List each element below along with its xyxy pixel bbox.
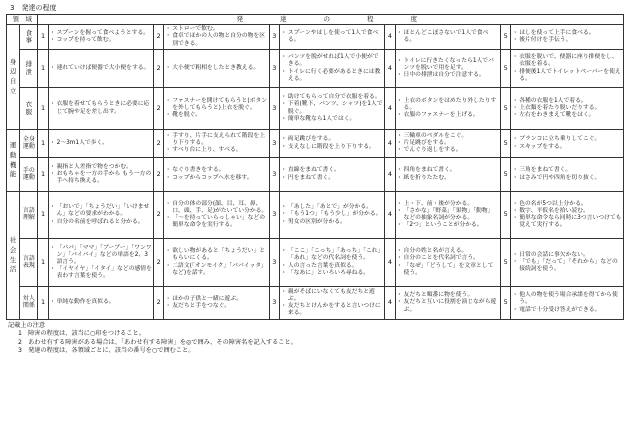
description-item: ・ 円をまねて書く。	[281, 175, 384, 182]
table-row	[7, 158, 624, 192]
description-list	[512, 201, 622, 229]
item-label	[20, 50, 38, 88]
level-description	[279, 239, 385, 287]
description-list	[165, 133, 268, 154]
level-number[interactable]: 5	[501, 158, 511, 192]
level-description	[48, 192, 154, 239]
description-list	[512, 252, 622, 273]
level-number[interactable]: 5	[501, 50, 511, 88]
description-list	[165, 201, 268, 229]
level-description	[395, 239, 501, 287]
level-description	[279, 158, 385, 192]
note-item: 3 発達の程度は、各領域ごとに、該当の番号を○で囲むこと。	[18, 347, 195, 355]
level-number[interactable]: 2	[154, 130, 164, 158]
level-description	[395, 50, 501, 88]
item-label-text: 排泄	[25, 60, 33, 76]
description-item: ・ はしを使って上手に食べる。	[512, 30, 622, 37]
description-item: ・ 排便後1人でトイレットペーパーを使える。	[512, 69, 622, 83]
domain-header: 領 域	[7, 15, 38, 25]
description-item: ・ 片足跳びをする。	[397, 140, 500, 147]
description-list	[397, 30, 500, 44]
description-list	[512, 167, 622, 181]
level-description	[164, 50, 270, 88]
table-row	[7, 25, 624, 50]
description-item: ・ 「なあに」といろいろ尋ねる。	[281, 270, 384, 277]
item-label-text: 言語理解	[22, 207, 35, 221]
item-label-text: 手の運動	[22, 166, 35, 181]
description-item: ・ でんぐり返しをする。	[397, 147, 500, 154]
item-label-text: 対人関係	[22, 295, 35, 309]
note-item: 2 あわせ有する障害がある場合は、「あわせ有する障害」を◎で囲み、その障害名を記入すること。	[18, 338, 297, 346]
description-list	[397, 98, 500, 119]
level-number[interactable]: 2	[154, 50, 164, 88]
description-list	[50, 140, 153, 147]
description-item: ・ 親指と人差指で物をつかむ。	[50, 164, 153, 171]
item-label	[20, 287, 38, 320]
description-item: ・ スプーンを握って食べようとする。	[50, 30, 153, 37]
table-row	[7, 88, 624, 130]
item-label	[20, 192, 38, 239]
description-item: ・ 男女の区別が分かる。	[281, 219, 384, 226]
description-item: ・ はさみで円や四角を切り抜く。	[512, 175, 622, 182]
description-item: ・ パンツを脱がせれば1人で小便ができる。	[281, 54, 384, 68]
description-item: ・ 「～を持っていらっしゃい」などの簡単な命令を実行する。	[165, 215, 268, 229]
area-label-text: 社会生活	[9, 236, 17, 274]
item-label	[20, 130, 38, 158]
level-number[interactable]: 4	[385, 158, 395, 192]
table-row	[7, 50, 624, 88]
level-number[interactable]: 5	[501, 192, 511, 239]
description-item: ・ 友だちと順番に物を使う。	[397, 292, 500, 299]
description-item: ・ 欲しい物があると「ちょうだい」ともらいにくる。	[165, 248, 268, 262]
item-label-text: 食事	[25, 28, 33, 44]
description-list	[397, 167, 500, 181]
description-item: ・ 衣服のファスナーを上げる。	[397, 112, 500, 119]
description-item: ・ 「さかな」「野菜」「果物」「動物」などの抽象名詞が分かる。	[397, 208, 500, 222]
level-description	[164, 158, 270, 192]
description-item: ・ スキップをする。	[512, 144, 622, 151]
description-list	[50, 245, 153, 280]
description-item: ・ 後片付けを手伝う。	[512, 37, 622, 44]
item-label	[20, 158, 38, 192]
section-heading: 3 発達の程度	[10, 4, 57, 12]
table-header-row	[7, 15, 624, 25]
level-description	[279, 25, 385, 50]
level-number[interactable]: 5	[501, 239, 511, 287]
description-item: ・ 数字、平仮名を拾い読む。	[512, 208, 622, 215]
description-item: ・ ブランコに立ち乗りしてこぐ。	[512, 136, 622, 143]
description-item: ・ おもちゃを一方の手から もう一方の手へ持ち換える。	[50, 171, 153, 185]
description-item: ・ 「ここ」「こっち」「あっち」「これ」「あれ」などの代名詞を使う。	[281, 248, 384, 262]
level-description	[164, 25, 270, 50]
description-list	[281, 94, 384, 122]
description-item: ・ 二語文(「オンモイク」「パパイッタ」など)を話す。	[165, 263, 268, 277]
level-number[interactable]: 5	[501, 25, 511, 50]
level-description	[48, 287, 154, 320]
table-row	[7, 287, 624, 320]
description-item: ・ 自分のことを代名詞で言う。	[397, 255, 500, 262]
description-list	[512, 292, 622, 313]
level-number[interactable]: 4	[385, 192, 395, 239]
level-description	[48, 130, 154, 158]
level-number[interactable]: 2	[154, 239, 164, 287]
description-item: ・ 直線をまねて書く。	[281, 167, 384, 174]
table-row	[7, 239, 624, 287]
level-number[interactable]: 4	[385, 50, 395, 88]
level-description	[395, 192, 501, 239]
description-list	[165, 65, 268, 72]
level-number[interactable]: 1	[38, 25, 48, 50]
level-description	[511, 88, 624, 130]
area-label	[7, 192, 20, 320]
description-list	[397, 133, 500, 154]
level-description	[279, 130, 385, 158]
level-description	[511, 50, 624, 88]
description-item: ・ 各種の衣服を1人で着る。	[512, 98, 622, 105]
description-item: ・ 手すり、片手に支えられて階段を上り下りする。	[165, 133, 268, 147]
level-number[interactable]: 1	[38, 287, 48, 320]
area-label	[7, 25, 20, 130]
level-number[interactable]: 4	[385, 88, 395, 130]
description-list	[50, 204, 153, 225]
description-item: ・ 上衣類を着たり脱いだりする。	[512, 105, 622, 112]
description-item: ・ コップからコップへ水を移す。	[165, 175, 268, 182]
level-number[interactable]: 5	[501, 130, 511, 158]
description-list	[281, 167, 384, 181]
description-list	[397, 58, 500, 79]
description-item: ・ 友だちと互いに役割を演じながら遊ぶ。	[397, 299, 500, 313]
level-description	[395, 287, 501, 320]
level-description	[395, 158, 501, 192]
level-description	[164, 130, 270, 158]
description-list	[281, 248, 384, 276]
level-number[interactable]: 1	[38, 192, 48, 239]
level-description	[511, 192, 624, 239]
description-item: ・ ほとんどこぼさないで1人で食べる。	[397, 30, 500, 44]
description-item: ・ 「なぜ」「どうして」を文章として使う。	[397, 263, 500, 277]
description-item: ・ 色の名が5つ以上分かる。	[512, 201, 622, 208]
level-number[interactable]: 4	[385, 130, 395, 158]
description-list	[281, 204, 384, 225]
description-item: ・ 単純な動作を真似る。	[50, 299, 153, 306]
description-item: ・ 簡単な命令なら同時に3つ言いつけても覚えて実行する。	[512, 215, 622, 229]
description-item: ・ 「もう1つ」「もう少し」が分かる。	[281, 211, 384, 218]
description-item: ・ 「でも」「だって」「それから」などの接続詞を使う。	[512, 259, 622, 273]
notes-title: 記載上の注意	[8, 322, 46, 329]
description-list	[397, 292, 500, 313]
description-item: ・ 三輪車のペダルをこぐ。	[397, 133, 500, 140]
description-item: ・ 簡単な靴なら1人ではく。	[281, 116, 384, 123]
level-number[interactable]: 2	[154, 158, 164, 192]
level-number[interactable]: 3	[269, 287, 279, 320]
description-item: ・ 上衣のボタンをはめたり外したりする。	[397, 98, 500, 112]
level-description	[279, 50, 385, 88]
description-list	[512, 136, 622, 150]
description-list	[397, 248, 500, 276]
description-item: ・ コップを持って飲む。	[50, 37, 153, 44]
description-item: ・ 人の言った言葉を真似る。	[281, 263, 384, 270]
description-item: ・ 下着(靴下、パンツ、シャツ)を1人で脱ぐ。	[281, 101, 384, 115]
level-number[interactable]: 2	[154, 287, 164, 320]
description-item: ・ 支えなしに階段を上り下りする。	[281, 144, 384, 151]
level-description	[164, 287, 270, 320]
item-label-text: 衣服	[25, 100, 33, 116]
level-description	[48, 50, 154, 88]
description-item: ・ ほかの子供と一緒に遊ぶ。	[165, 296, 268, 303]
level-description	[511, 130, 624, 158]
table-row	[7, 130, 624, 158]
level-number[interactable]: 2	[154, 88, 164, 130]
level-number[interactable]: 4	[385, 25, 395, 50]
description-item: ・ 大小便で粗相をしたとき教える。	[165, 65, 268, 72]
item-label	[20, 25, 38, 50]
level-number[interactable]: 4	[385, 239, 395, 287]
level-number[interactable]: 3	[269, 50, 279, 88]
description-item: ・ 自分の姓と名が言える。	[397, 248, 500, 255]
description-item: ・ 両足跳びをする。	[281, 136, 384, 143]
description-item: ・ 靴を脱ぐ。	[165, 112, 268, 119]
description-item: ・ 親がそばにいなくても友だちと遊ぶ。	[281, 289, 384, 303]
item-label	[20, 88, 38, 130]
description-item: ・ 連れていけば便器で大小便をする。	[50, 65, 153, 72]
level-description	[164, 239, 270, 287]
level-number[interactable]: 4	[385, 287, 395, 320]
level-number[interactable]: 5	[501, 88, 511, 130]
description-list	[281, 54, 384, 82]
level-description	[48, 88, 154, 130]
level-description	[395, 25, 501, 50]
level-description	[279, 287, 385, 320]
level-number[interactable]: 5	[501, 287, 511, 320]
level-number[interactable]: 1	[38, 239, 48, 287]
description-item: ・ 友だちと手をつなぐ。	[165, 303, 268, 310]
item-label-text: 言語表現	[22, 254, 35, 269]
level-description	[48, 25, 154, 50]
description-item: ・ 電話で十分受け答えができる。	[512, 307, 622, 314]
level-description	[395, 130, 501, 158]
description-list	[165, 98, 268, 119]
description-item: ・ 四角をまねて書く。	[397, 167, 500, 174]
level-description	[279, 88, 385, 130]
description-item: ・ ファスナーを開けてもらうと(ボタンを外してもらうと)上衣を脱ぐ。	[165, 98, 268, 112]
development-header: 発 達 の 程 度	[38, 15, 624, 25]
description-list	[50, 65, 153, 72]
level-description	[511, 239, 624, 287]
level-number[interactable]: 3	[269, 88, 279, 130]
description-item: ・ 「パパ」「ママ」「ブーブー」「ワンワン」「バイバイ」などの単語を2、3語言う。	[50, 245, 153, 266]
area-label-text: 身辺自立	[9, 57, 17, 95]
description-item: ・ 友だちとけんかをすると言いつけに来る。	[281, 303, 384, 317]
level-number[interactable]: 3	[269, 25, 279, 50]
notes-section	[6, 322, 624, 356]
level-description	[395, 88, 501, 130]
description-list	[281, 30, 384, 44]
level-number[interactable]: 1	[38, 88, 48, 130]
description-list	[165, 248, 268, 276]
description-list	[50, 30, 153, 44]
description-item: ・ 上・下、前・後が分かる。	[397, 201, 500, 208]
description-item: ・ 紙を折りたたむ。	[397, 175, 500, 182]
description-item: ・ すべり台に上り、すべる。	[165, 147, 268, 154]
description-list	[50, 299, 153, 306]
description-item: ・ トイレに行く必要があるときには教える。	[281, 69, 384, 83]
level-number[interactable]: 3	[269, 192, 279, 239]
description-list	[512, 98, 622, 119]
level-number[interactable]: 2	[154, 25, 164, 50]
description-list	[165, 296, 268, 310]
description-item: ・ 自分の名前を呼ばれると分かる。	[50, 219, 153, 226]
description-item: ・ 日中の排泄は自分で注意する。	[397, 72, 500, 79]
level-number[interactable]: 3	[269, 158, 279, 192]
description-item: ・ 日常の会話に事欠かない。	[512, 252, 622, 259]
area-label-text: 運動機能	[9, 141, 17, 179]
description-item: ・ 左右をわきまえて靴をはく。	[512, 112, 622, 119]
level-description	[511, 158, 624, 192]
description-list	[165, 26, 268, 47]
description-list	[50, 164, 153, 185]
table-row	[7, 192, 624, 239]
note-item: 1 障害の程度は、該当に○印をつけること。	[18, 330, 145, 338]
description-item: ・ なぐり書きをする。	[165, 167, 268, 174]
description-item: ・ 「あした」「あとで」が分かる。	[281, 204, 384, 211]
level-number[interactable]: 1	[38, 158, 48, 192]
level-description	[164, 192, 270, 239]
description-item: ・ 衣服を脱いで、便器に座り排便をし、衣服を着る。	[512, 54, 622, 68]
description-item: ・ ストローで飲む。	[165, 26, 268, 33]
description-item: ・ 「2つ」ということが分かる。	[397, 222, 500, 229]
level-description	[48, 158, 154, 192]
description-item: ・ 他人の物を使う場合承諾を得てから使う。	[512, 292, 622, 306]
level-number[interactable]: 2	[154, 192, 164, 239]
level-number[interactable]: 1	[38, 50, 48, 88]
description-list	[165, 167, 268, 181]
level-description	[48, 239, 154, 287]
level-number[interactable]: 3	[269, 239, 279, 287]
level-number[interactable]: 1	[38, 130, 48, 158]
item-label-text: 全身運動	[22, 135, 35, 150]
description-item: ・ スプーンやはしを使って1人で食べる。	[281, 30, 384, 44]
development-table	[6, 14, 624, 320]
description-list	[512, 30, 622, 44]
description-item: ・ 衣服を着せてもらうときに必要に応じて腕や足を差し出す。	[50, 101, 153, 115]
item-label	[20, 239, 38, 287]
description-list	[397, 201, 500, 229]
description-list	[50, 101, 153, 115]
description-item: ・ 自分の体の部分(顔、目、耳、鼻、口、頭、手、足)がたいてい分かる。	[165, 201, 268, 215]
area-label	[7, 130, 20, 192]
description-list	[281, 136, 384, 150]
description-list	[512, 54, 622, 82]
description-item: ・ 「おいで」「ちょうだい」「いけません」などの要求がわかる。	[50, 204, 153, 218]
description-item: ・ 三角をまねて書く。	[512, 167, 622, 174]
level-number[interactable]: 3	[269, 130, 279, 158]
description-item: ・ 助けてもらって自分で衣服を着る。	[281, 94, 384, 101]
description-item: ・ 食卓でほかの人の物と自分の物を区別できる。	[165, 33, 268, 47]
level-description	[279, 192, 385, 239]
description-item: ・ トイレに行きたくなったら1人でパンツを脱いで用を足す。	[397, 58, 500, 72]
level-description	[511, 25, 624, 50]
description-item: ・ 「イヤイヤ」「イタイ」などの感情を表わす言葉を使う。	[50, 266, 153, 280]
level-description	[511, 287, 624, 320]
description-list	[281, 289, 384, 317]
level-description	[164, 88, 270, 130]
description-item: ・ 2～3m1人で歩く。	[50, 140, 153, 147]
